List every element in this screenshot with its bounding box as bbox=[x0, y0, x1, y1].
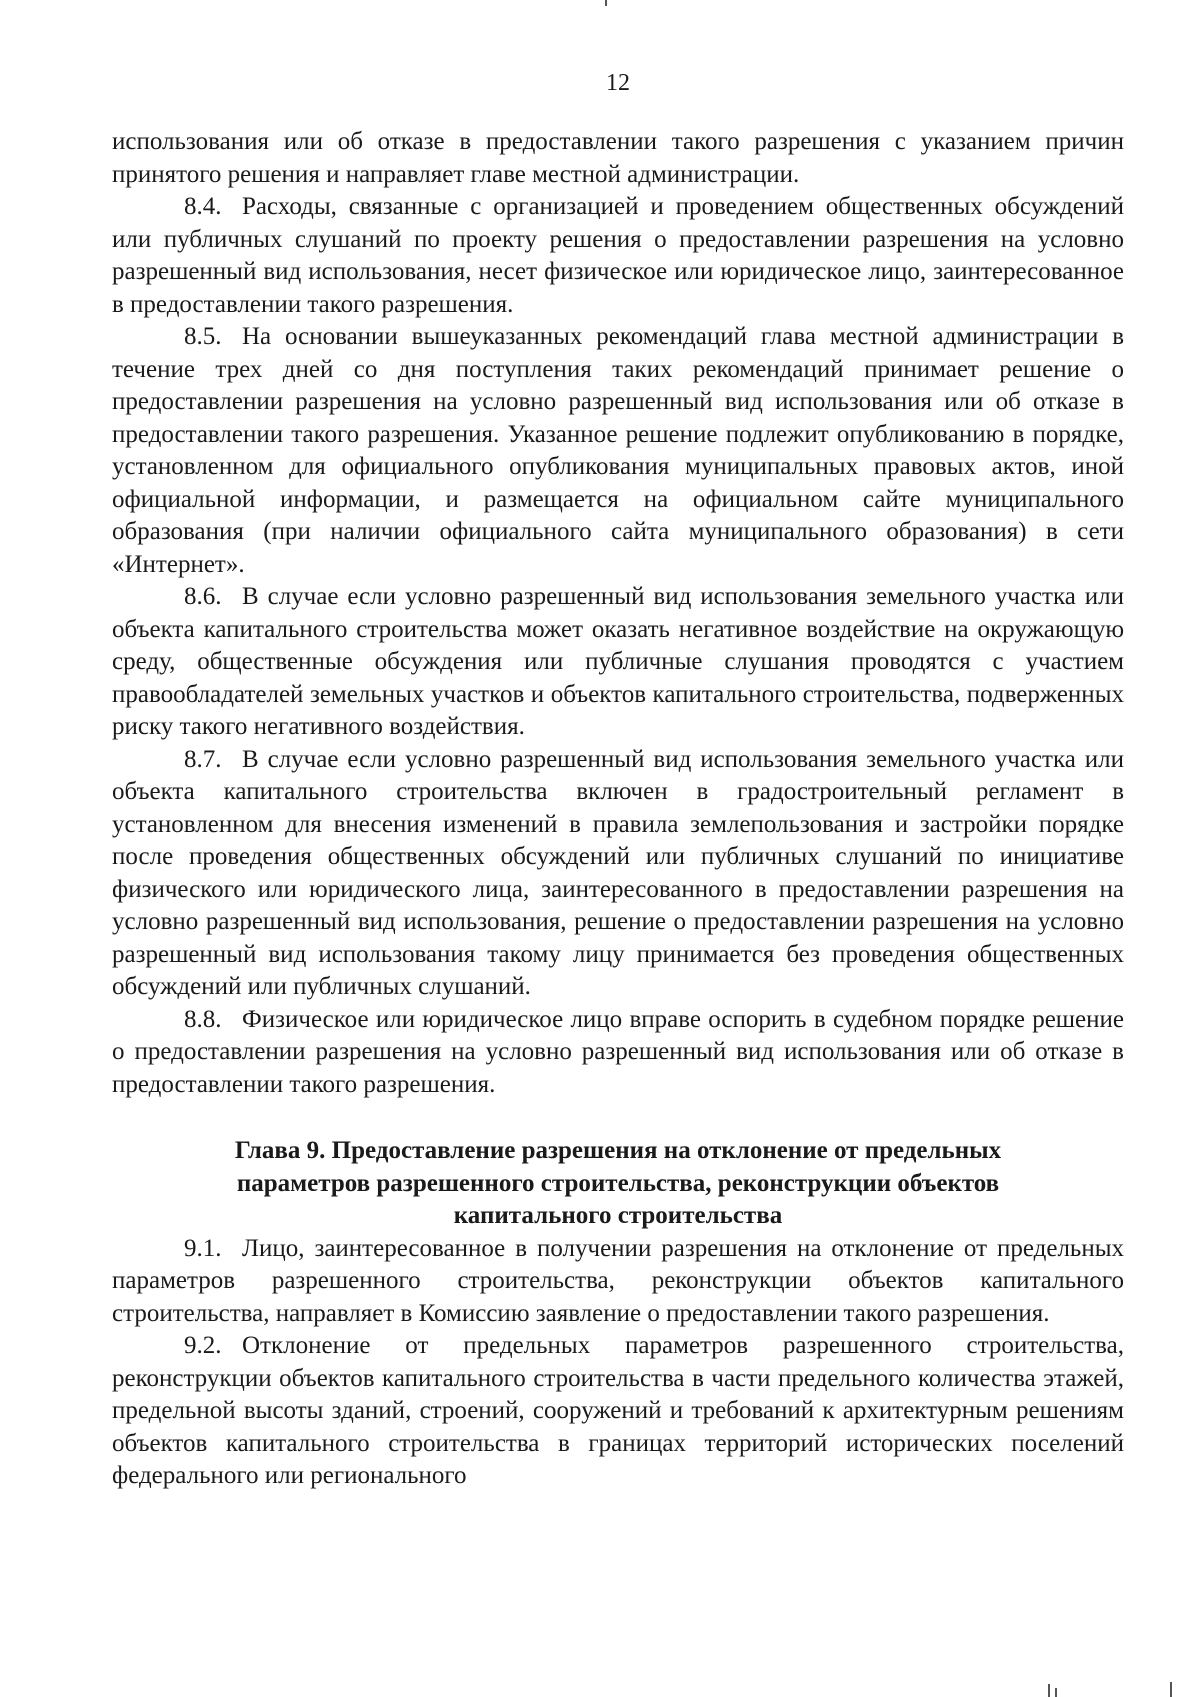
paragraph-8-5 bbox=[112, 321, 1124, 581]
scan-artifact bbox=[1055, 1688, 1057, 1697]
paragraph-number: 8.7. bbox=[184, 745, 222, 773]
paragraph-text: Лицо, заинтересованное в получении разрешения на отклонение от предельных параметров разрешенного строительства, реконструкции объектов капитального строительства, направляет в Комиссию заявление о предоставлении такого разрешения. bbox=[112, 1234, 1124, 1327]
paragraph-text: Физическое или юридическое лицо вправе оспорить в судебном порядке решение о предоставлении разрешения на условно разрешенный вид использования или об отказе в предоставлении такого разрешения. bbox=[112, 1005, 1124, 1098]
paragraph-number: 8.5. bbox=[184, 323, 222, 350]
scan-artifact bbox=[605, 0, 607, 6]
paragraph-8-7 bbox=[112, 744, 1124, 1004]
paragraph-text: использования или об отказе в предоставлении такого разрешения с указанием причин принятого решения и направляет главе местной администрации. bbox=[112, 128, 1124, 188]
paragraph-text: В случае если условно разрешенный вид использования земельного участка или объекта капитального строительства включен в градостроительный регламент в установленном для внесения изменений в правила землепользования и застройки порядке после проведения общественных обсуждений или публичных слушаний по инициативе физического или юридического лица, заинтересованного в предоставлении разрешения на условно разрешенный вид использования, решение о предоставлении разрешения на условно разрешенный вид использования такому лицу принимается без проведения общественных обсуждений или публичных слушаний. bbox=[112, 745, 1124, 1000]
paragraph-number: 8.8. bbox=[184, 1005, 222, 1033]
scan-artifact bbox=[1048, 1684, 1050, 1697]
paragraph-8-4 bbox=[112, 191, 1124, 321]
paragraph-8-8 bbox=[112, 1004, 1124, 1102]
paragraph-text: В случае если условно разрешенный вид использования земельного участка или объекта капитального строительства может оказать негативное воздействие на окружающую среду, общественные обсуждения или публичные слушания проводятся с участием правообладателей земельных участков и объектов капитального строительства, подверженных риску такого негативного воздействия. bbox=[112, 583, 1124, 740]
paragraph-9-2 bbox=[112, 1330, 1124, 1493]
paragraph-text: Отклонение от предельных параметров разрешенного строительства, реконструкции объектов капитального строительства в части предельного количества этажей, предельной высоты зданий, строений, сооружений и требований к архитектурным решениям объектов капитального строительства в границах территорий исторических поселений федерального или регионального bbox=[112, 1332, 1124, 1489]
paragraph-number: 8.4. bbox=[184, 193, 222, 220]
paragraph-number: 8.6. bbox=[184, 583, 222, 610]
paragraph-text: На основании вышеуказанных рекомендаций глава местной администрации в течение трех дней со дня поступления таких рекомендаций принимает решение о предоставлении разрешения на условно разрешенный вид использования или об отказе в предоставлении такого разрешения. Указанное решение подлежит опубликованию в порядке, установленном для официального опубликования муниципальных правовых актов, иной официальной информации, и размещается на официальном сайте муниципального образования (при наличии официального сайта муниципального образования) в сети «Интернет». bbox=[112, 323, 1124, 578]
paragraph-number: 9.1. bbox=[184, 1234, 222, 1262]
chapter-heading: Глава 9. Предоставление разрешения на отклонение от предельных параметров разрешенного строительства, реконструкции объектов капитального строительства bbox=[234, 1137, 1002, 1229]
paragraph-number: 9.2. bbox=[184, 1332, 222, 1359]
paragraph-text: Расходы, связанные с организацией и проведением общественных обсуждений или публичных слушаний по проекту решения о предоставлении разрешения на условно разрешенный вид использования, несет физическое или юридическое лицо, заинтересованное в предоставлении такого разрешения. bbox=[112, 193, 1124, 318]
page-number: 12 bbox=[606, 70, 630, 96]
paragraph-9-1 bbox=[112, 1233, 1124, 1331]
paragraph-continuation bbox=[112, 126, 1124, 191]
document-body bbox=[112, 126, 1124, 1493]
scan-artifact bbox=[1170, 1682, 1172, 1697]
paragraph-8-6 bbox=[112, 581, 1124, 744]
